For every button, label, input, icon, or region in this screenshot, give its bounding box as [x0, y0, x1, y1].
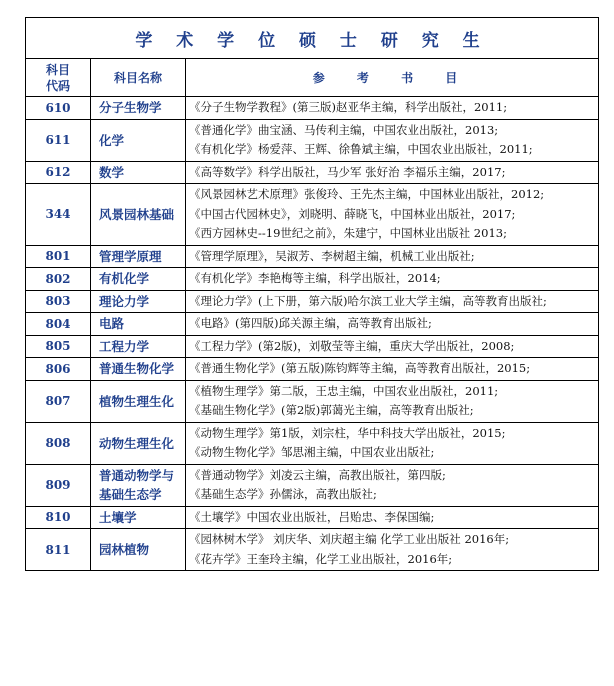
reference-table	[25, 17, 599, 571]
table-row	[26, 529, 599, 571]
header-row	[26, 59, 599, 97]
reference-book-entry: 《动物生物化学》邹思湘主编，中国农业出版社;	[189, 445, 435, 459]
reference-books	[186, 358, 599, 381]
subject-name: 分子生物学	[91, 97, 186, 120]
reference-book-entry: 《基础生态学》孙儒泳，高教出版社;	[189, 487, 377, 501]
subject-name: 工程力学	[91, 335, 186, 358]
reference-books	[186, 268, 599, 291]
reference-books	[186, 506, 599, 529]
reference-books	[186, 422, 599, 464]
header-refs: 参 考 书 目	[186, 59, 599, 97]
subject-code: 805	[26, 335, 91, 358]
reference-book-entry: 《西方园林史--19世纪之前》，朱建宁，中国林业出版社 2013;	[189, 226, 507, 240]
reference-book-entry: 《普通生物化学》(第五版)陈钧辉等主编，高等教育出版社，2015;	[189, 361, 531, 375]
reference-books	[186, 161, 599, 184]
reference-book-entry: 《工程力学》(第2版)，刘敬莹等主编，重庆大学出版社，2008;	[189, 338, 515, 353]
header-code: 科目 代码	[26, 59, 91, 97]
subject-code: 811	[26, 529, 91, 571]
reference-books	[186, 335, 599, 358]
table-row	[26, 464, 599, 506]
reference-book-entry: 《有机化学》李艳梅等主编，科学出版社，2014;	[189, 271, 441, 285]
reference-books	[186, 313, 599, 336]
reference-books	[186, 97, 599, 120]
subject-code: 803	[26, 290, 91, 313]
reference-book-entry: 《管理学原理》，吴淑芳、李树超主编，机械工业出版社;	[189, 248, 475, 263]
reference-book-entry: 《花卉学》王奎玲主编，化学工业出版社，2016年;	[189, 551, 453, 566]
table-row	[26, 335, 599, 358]
title-row	[26, 18, 599, 59]
reference-book-entry: 《植物生理学》第二版，王忠主编，中国农业出版社，2011;	[189, 383, 499, 398]
subject-code: 611	[26, 119, 91, 161]
subject-code: 808	[26, 422, 91, 464]
subject-name: 植物生理生化	[91, 380, 186, 422]
subject-name: 化学	[91, 119, 186, 161]
subject-name: 电路	[91, 313, 186, 336]
subject-name: 园林植物	[91, 529, 186, 571]
table-row	[26, 290, 599, 313]
subject-name: 动物生理生化	[91, 422, 186, 464]
reference-book-entry: 《理论力学》(上下册，第六版)哈尔滨工业大学主编，高等教育出版社;	[189, 293, 547, 308]
subject-name: 普通生物化学	[91, 358, 186, 381]
subject-name: 有机化学	[91, 268, 186, 291]
subject-code: 801	[26, 245, 91, 268]
subject-name: 普通动物学与基础生态学	[91, 464, 186, 506]
reference-books	[186, 380, 599, 422]
table-row	[26, 506, 599, 529]
reference-books	[186, 464, 599, 506]
reference-book-entry: 《风景园林艺术原理》张俊玲、王先杰主编，中国林业出版社，2012;	[189, 187, 545, 201]
subject-code: 610	[26, 97, 91, 120]
subject-name: 管理学原理	[91, 245, 186, 268]
table-row	[26, 97, 599, 120]
reference-books	[186, 290, 599, 313]
subject-name: 数学	[91, 161, 186, 184]
subject-code: 344	[26, 184, 91, 246]
reference-books	[186, 529, 599, 571]
subject-code: 810	[26, 506, 91, 529]
table-row	[26, 313, 599, 336]
reference-books	[186, 119, 599, 161]
reference-books	[186, 245, 599, 268]
reference-book-entry: 《园林树木学》 刘庆华、刘庆超主编 化学工业出版社 2016年;	[189, 532, 510, 546]
subject-name: 土壤学	[91, 506, 186, 529]
table-row	[26, 245, 599, 268]
reference-books	[186, 184, 599, 246]
table-row	[26, 161, 599, 184]
subject-code: 809	[26, 464, 91, 506]
reference-book-entry: 《电路》(第四版)邱关源主编，高等教育出版社;	[189, 316, 432, 330]
reference-book-entry: 《分子生物学教程》(第三版)赵亚华主编，科学出版社，2011;	[189, 100, 508, 114]
table-title: 学 术 学 位 硕 士 研 究 生	[26, 18, 599, 59]
reference-book-entry: 《有机化学》杨爱萍、王辉、徐鲁斌主编，中国农业出版社，2011;	[189, 142, 533, 156]
table-row	[26, 268, 599, 291]
reference-book-entry: 《中国古代园林史》，刘晓明、薛晓飞，中国林业出版社，2017;	[189, 206, 516, 221]
subject-name: 风景园林基础	[91, 184, 186, 246]
table-row	[26, 119, 599, 161]
subject-code: 802	[26, 268, 91, 291]
reference-book-entry: 《动物生理学》第1版，刘宗柱，华中科技大学出版社，2015;	[189, 425, 506, 440]
subject-code: 612	[26, 161, 91, 184]
table-body	[26, 97, 599, 571]
header-name: 科目名称	[91, 59, 186, 97]
reference-book-entry: 《土壤学》中国农业出版社，吕贻忠、李保国编;	[189, 509, 435, 524]
subject-code: 807	[26, 380, 91, 422]
table-row	[26, 184, 599, 246]
subject-code: 806	[26, 358, 91, 381]
reference-book-entry: 《高等数学》科学出版社，马少军 张好治 李福乐主编，2017;	[189, 164, 506, 179]
table-row	[26, 380, 599, 422]
table-row	[26, 422, 599, 464]
table-row	[26, 358, 599, 381]
reference-book-entry: 《基础生物化学》(第2版)郭蔼光主编，高等教育出版社;	[189, 403, 474, 417]
subject-name: 理论力学	[91, 290, 186, 313]
subject-code: 804	[26, 313, 91, 336]
reference-book-entry: 《普通动物学》刘凌云主编，高教出版社，第四版;	[189, 467, 446, 482]
reference-book-entry: 《普通化学》曲宝涵、马传利主编，中国农业出版社，2013;	[189, 122, 499, 137]
